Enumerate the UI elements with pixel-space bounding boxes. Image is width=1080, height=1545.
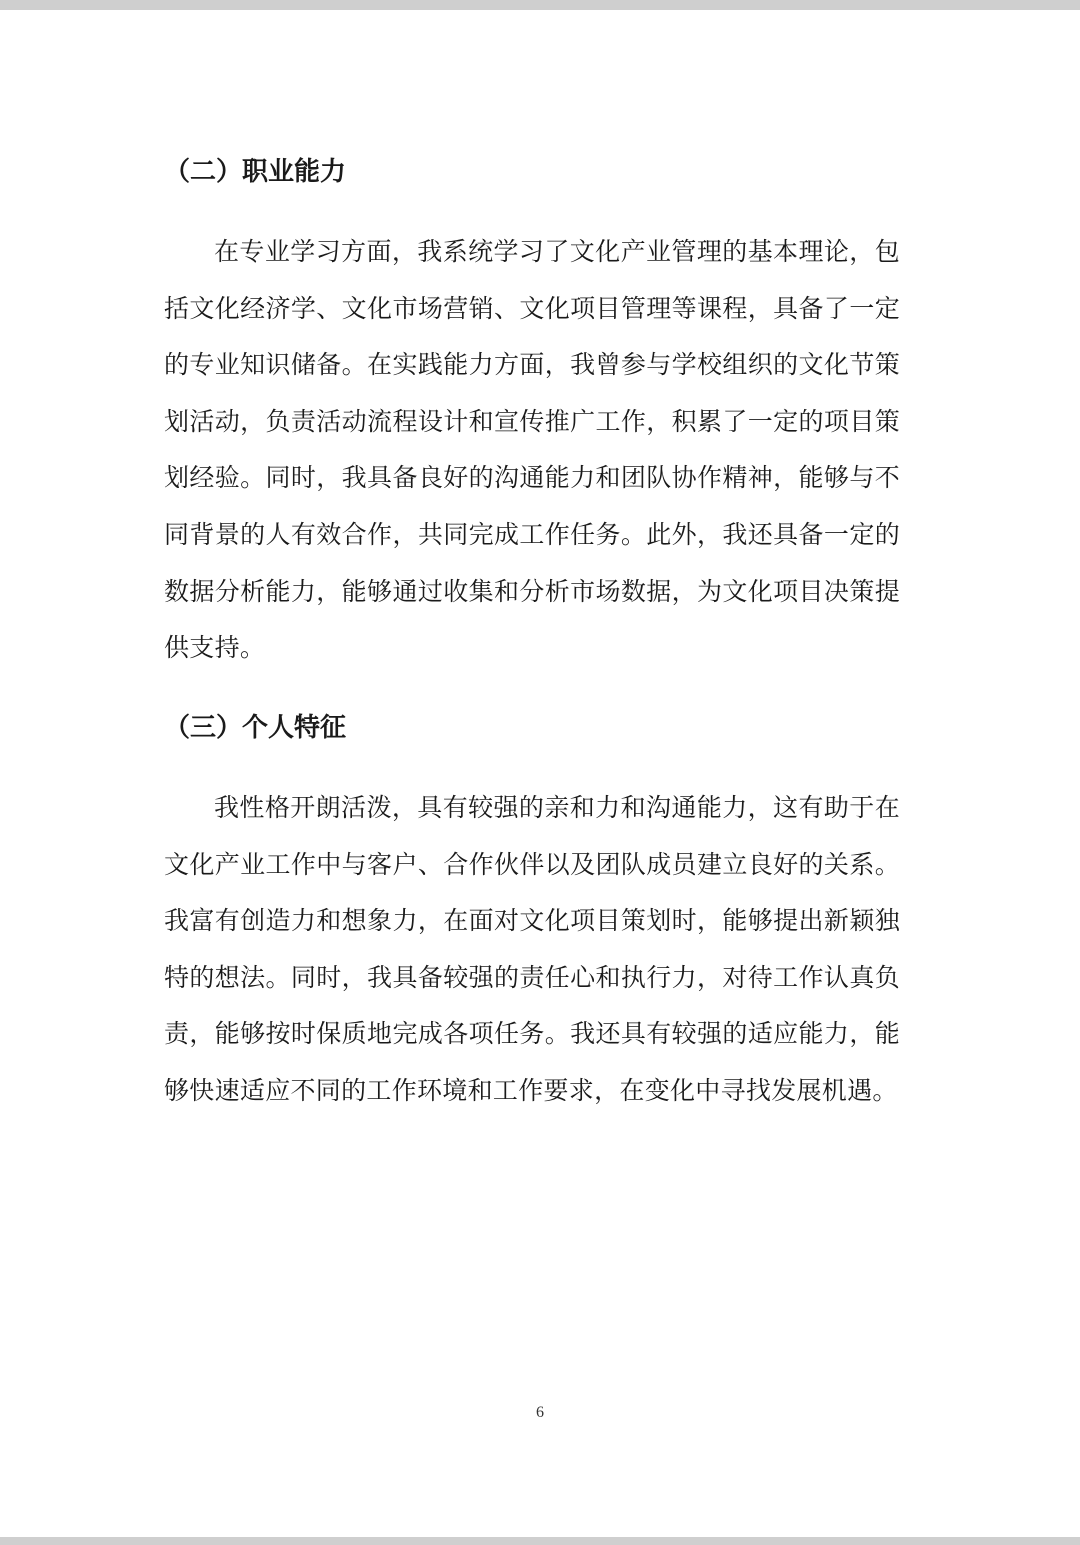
paragraph-personal-traits: 我性格开朗活泼，具有较强的亲和力和沟通能力，这有助于在文化产业工作中与客户、合作伙伴以及团队成员建立良好的关系。我富有创造力和想象力，在面对文化项目策划时，能够提出新颖独特的想法。同时，我具备较强的责任心和执行力，对待工作认真负责，能够按时保质地完成各项任务。我还具有较强的适应能力，能够快速适应不同的工作环境和工作要求，在变化中寻找发展机遇。 [164,793,900,1105]
section-heading-career-ability: （二）职业能力 [164,157,347,187]
page-top-border [0,0,1080,10]
section-heading-personal-traits: （三）个人特征 [164,713,347,743]
page-bottom-border [0,1537,1080,1545]
paragraph-career-ability: 在专业学习方面，我系统学习了文化产业管理的基本理论，包括文化经济学、文化市场营销、文化项目管理等课程，具备了一定的专业知识储备。在实践能力方面，我曾参与学校组织的文化节策划活动，负责活动流程设计和宣传推广工作，积累了一定的项目策划经验。同时，我具备良好的沟通能力和团队协作精神，能够与不同背景的人有效合作，共同完成工作任务。此外，我还具备一定的数据分析能力，能够通过收集和分析市场数据，为文化项目决策提供支持。 [164,237,900,663]
page-number: 6 [536,1404,544,1421]
